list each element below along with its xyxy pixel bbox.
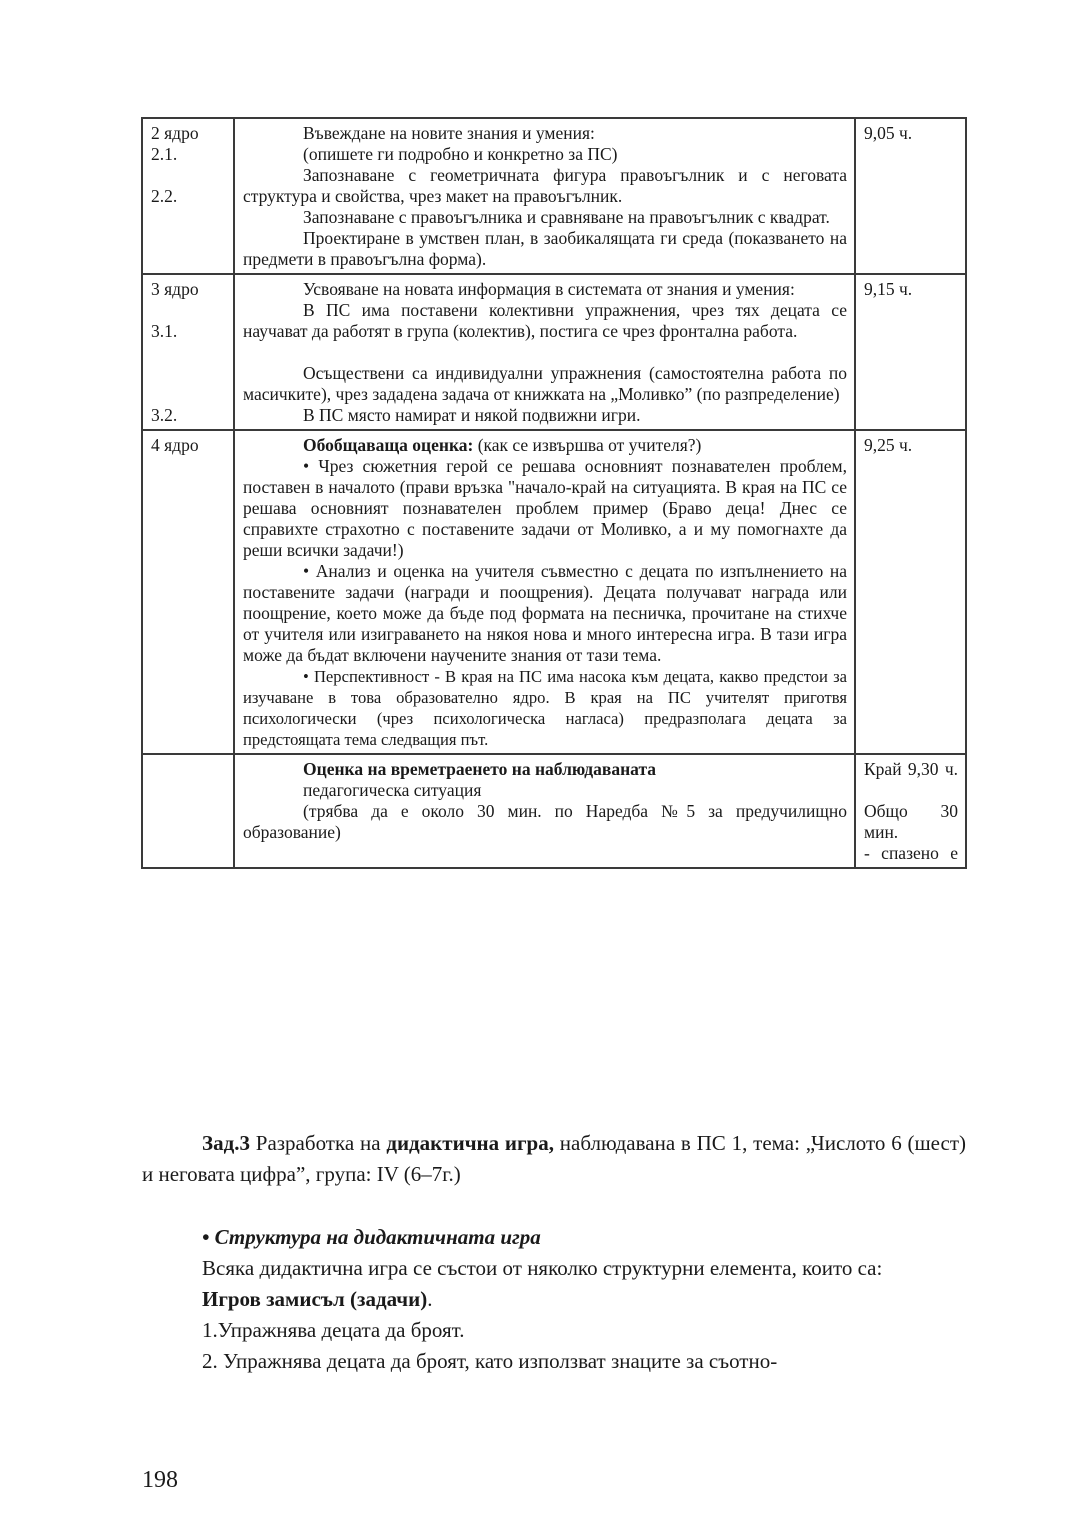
content-line: • Перспективност - В края на ПС има насока към децата, какво предстои за изучаване в това образователно ядро. В края на ПС учителят приготвя психологически (чрез психологическа нагласа) предразполага децата за предстоящата тема следващия път. xyxy=(243,667,847,749)
task3-text: Разработка на xyxy=(249,1131,387,1155)
content-line: Запознаване с геометричната фигура правоъгълник и с неговата структура и свойства, чрез макет на правоъгълник. xyxy=(243,165,847,206)
content-line: Запознаване с правоъгълника и сравняване на правоъгълник с квадрат. xyxy=(303,207,830,227)
table-row xyxy=(142,430,966,754)
core-cell xyxy=(142,274,234,430)
core-label: 3 ядро xyxy=(151,279,199,299)
task3-text-rest: наблюдавана в ПС 1, тема: „Числото 6 (шест) и неговата цифра”, група: IV (6–7г.) xyxy=(142,1131,967,1186)
list-item: 2. Упражнява децата да броят, като използват знаците за съотно- xyxy=(202,1349,778,1373)
time-value: 9,15 ч. xyxy=(864,279,913,299)
structure-intro: Всяка дидактична игра се състои от няколко структурни елемента, които са: xyxy=(202,1256,883,1280)
task3-bold: дидактична игра, xyxy=(386,1131,554,1155)
content-heading: Оценка на времетраенето на наблюдаваната xyxy=(303,759,657,779)
table-row xyxy=(142,274,966,430)
table-row xyxy=(142,754,966,868)
core-label: 4 ядро xyxy=(151,435,199,455)
structure-heading: • Структура на дидактичната игра xyxy=(202,1225,541,1249)
time-end: Край 9,30 ч. xyxy=(864,759,958,779)
content-heading xyxy=(243,435,847,456)
content-cell xyxy=(234,430,855,754)
task3-label: Зад.3 xyxy=(202,1131,250,1155)
content-line: (опишете ги подробно и конкретно за ПС) xyxy=(303,144,618,164)
time-kept: - спазено е xyxy=(864,843,958,863)
time-cell xyxy=(855,430,966,754)
core-sub: 3.2. xyxy=(151,405,178,425)
lesson-plan-table xyxy=(141,117,967,869)
core-cell-empty xyxy=(142,754,234,868)
content-line: • Анализ и оценка на учителя съвместно с децата по изпълнението на поставените задачи (награди и поощрения). Децата получават награда или поощрение, което може да бъде под формата на песничка, прочитане на стихче от учителя или изиграването на някоя нова и много интересна игра. В тази игра може да бъдат включени научените знания от тази тема. xyxy=(243,561,847,665)
list-item: 1.Упражнява децата да броят. xyxy=(202,1318,465,1342)
task3-paragraph xyxy=(142,1128,966,1190)
time-cell xyxy=(855,274,966,430)
content-line: Проектиране в умствен план, в заобикалящата ги среда (показването на предмети в правоъгълна форма). xyxy=(243,228,847,269)
content-line: Усвояване на новата информация в системата от знания и умения: xyxy=(303,279,795,299)
structure-section xyxy=(142,1222,966,1377)
time-total: Общо 30 мин. xyxy=(864,801,958,842)
core-sub: 2.1. xyxy=(151,144,178,164)
page-number: 198 xyxy=(142,1467,178,1493)
content-line: (трябва да е около 30 мин. по Наредба №5 за предучилищно образование) xyxy=(243,801,847,842)
game-idea: Игров замисъл (задачи). xyxy=(202,1287,433,1311)
core-sub: 3.1. xyxy=(151,321,178,341)
content-line: Осъществени са индивидуални упражнения (самостоятелна работа по масичките), чрез зададена задача от книжката на „Моливко” (по разпределение) xyxy=(243,363,847,404)
content-line: В ПС има поставени колективни упражнения, чрез тях децата се научават да работят в група (колектив), постига се чрез фронтална работа. xyxy=(243,300,847,341)
core-cell xyxy=(142,430,234,754)
time-cell xyxy=(855,754,966,868)
core-sub: 2.2. xyxy=(151,186,178,206)
core-cell xyxy=(142,118,234,274)
heading-rest: (как се извършва от учителя?) xyxy=(473,435,702,455)
heading-bold: Обобщаваща оценка: xyxy=(303,435,474,455)
content-cell xyxy=(234,118,855,274)
content-cell xyxy=(234,274,855,430)
content-line: В ПС място намират и някой подвижни игри. xyxy=(303,405,641,425)
content-cell xyxy=(234,754,855,868)
content-line: педагогическа ситуация xyxy=(303,780,482,800)
time-value: 9,25 ч. xyxy=(864,435,913,455)
core-label: 2 ядро xyxy=(151,123,199,143)
time-cell xyxy=(855,118,966,274)
time-value: 9,05 ч. xyxy=(864,123,913,143)
table-row xyxy=(142,118,966,274)
game-idea-label: Игров замисъл (задачи) xyxy=(202,1287,428,1311)
content-line: Въвеждане на новите знания и умения: xyxy=(303,123,595,143)
content-line: • Чрез сюжетния герой се решава основният познавателен проблем, поставен в началото (прави връзка "начало-край на ситуацията. В края на ПС се решава основният познавателен проблем пример (Браво деца! Днес се справихте страхотно с поставените задачи от Моливко, а и му помогнахте да реши всички задачи!) xyxy=(243,456,847,560)
